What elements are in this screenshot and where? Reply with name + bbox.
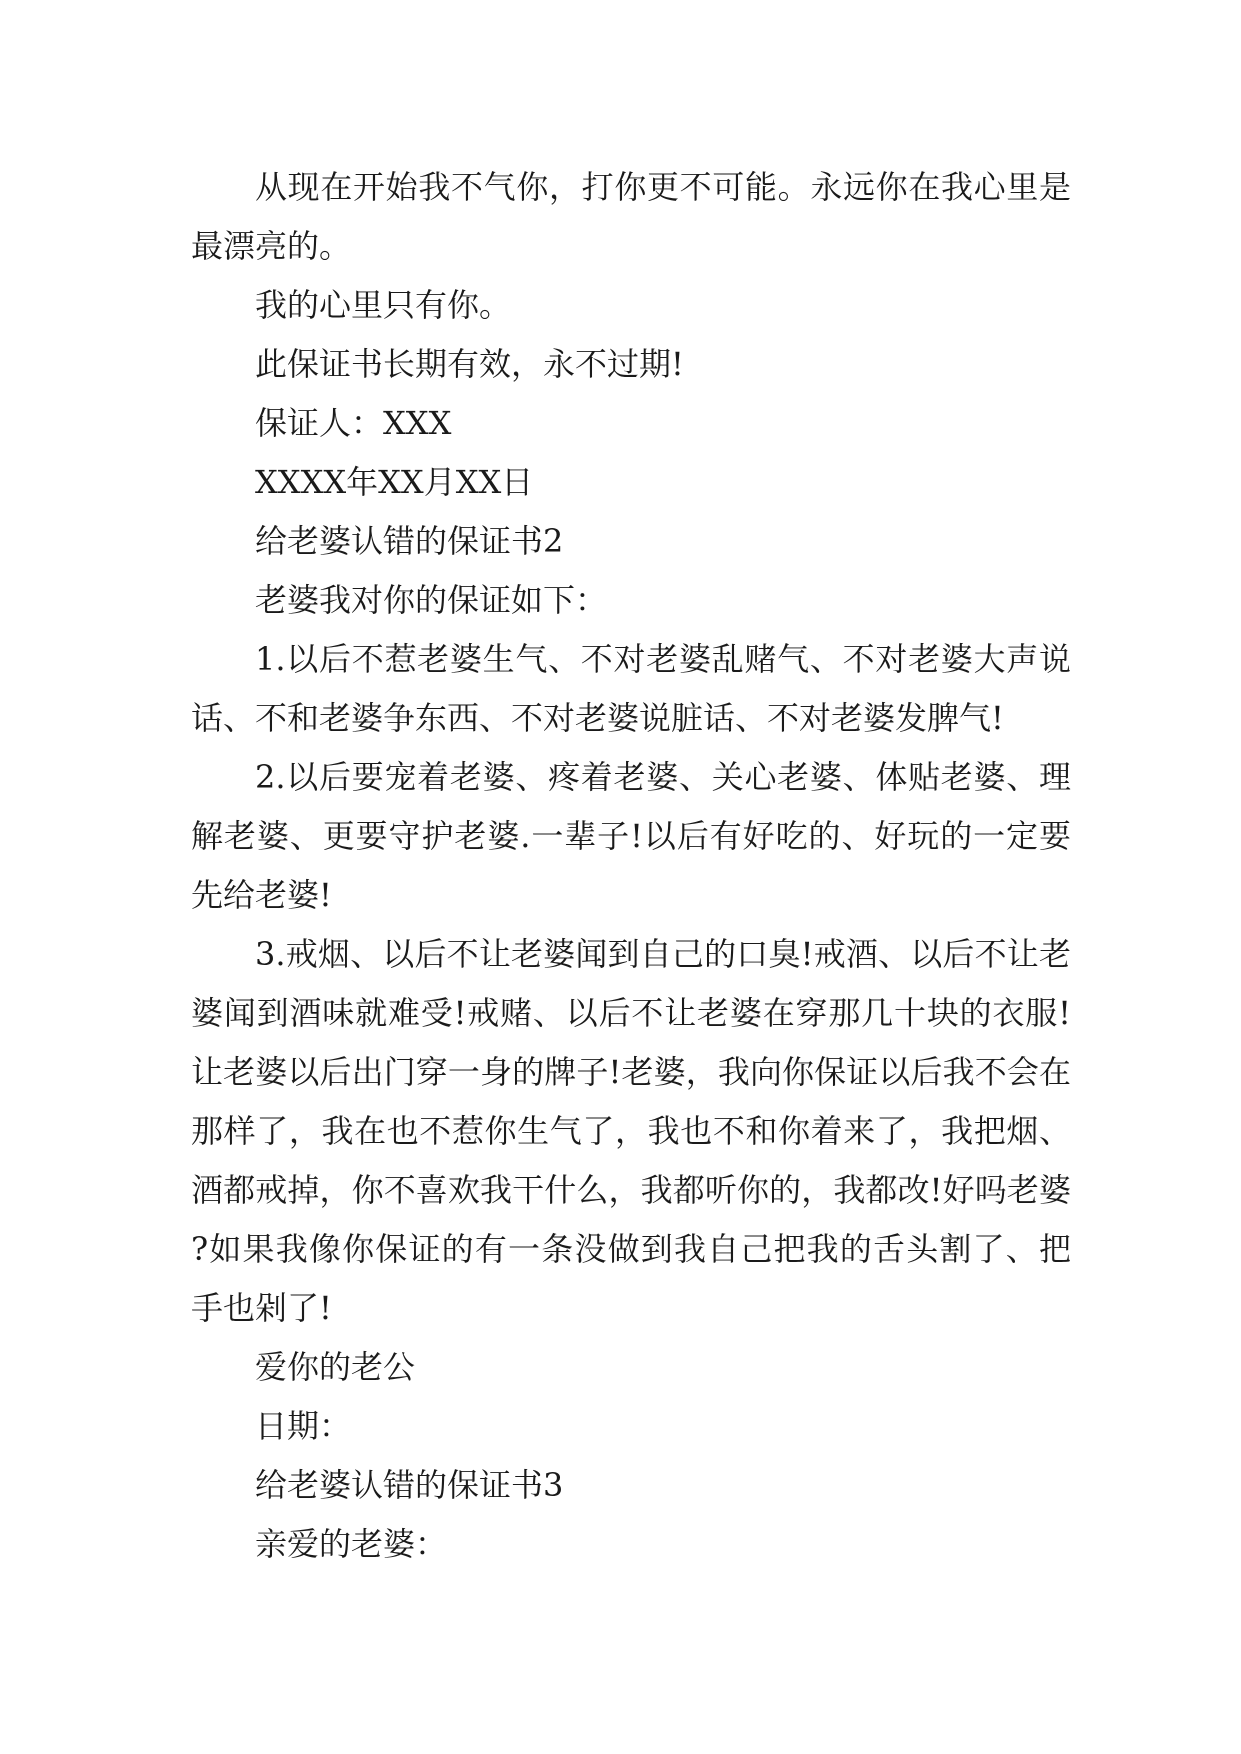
list-item: 1.以后不惹老婆生气、不对老婆乱赌气、不对老婆大声说话、不和老婆争东西、不对老婆说脏话、不对老婆发脾气! <box>191 640 1071 737</box>
section-title: 给老婆认错的保证书2 <box>255 522 564 560</box>
closing-line: 爱你的老公 <box>255 1348 416 1386</box>
signer-line: 保证人：XXX <box>255 404 452 442</box>
document-body <box>191 158 1071 1574</box>
date-label: 日期： <box>255 1407 352 1445</box>
paragraph: 此保证书长期有效，永不过期! <box>255 345 684 383</box>
salutation: 亲爱的老婆： <box>255 1525 448 1563</box>
date-line: XXXX年XX月XX日 <box>255 463 534 501</box>
paragraph: 我的心里只有你。 <box>255 286 512 324</box>
paragraph: 老婆我对你的保证如下： <box>255 581 608 619</box>
list-item: 3.戒烟、以后不让老婆闻到自己的口臭!戒酒、以后不让老婆闻到酒味就难受!戒赌、以后不让老婆在穿那几十块的衣服!让老婆以后出门穿一身的牌子!老婆，我向你保证以后我不会在那样了，我在也不惹你生气了，我也不和你着来了，我把烟、酒都戒掉，你不喜欢我干什么，我都听你的，我都改!好吗老婆?如果我像你保证的有一条没做到我自己把我的舌头割了、把手也剁了! <box>191 935 1071 1327</box>
section-title: 给老婆认错的保证书3 <box>255 1466 564 1504</box>
paragraph: 从现在开始我不气你，打你更不可能。永远你在我心里是最漂亮的。 <box>191 168 1071 265</box>
list-item: 2.以后要宠着老婆、疼着老婆、关心老婆、体贴老婆、理解老婆、更要守护老婆.一辈子!以后有好吃的、好玩的一定要先给老婆! <box>191 758 1071 914</box>
